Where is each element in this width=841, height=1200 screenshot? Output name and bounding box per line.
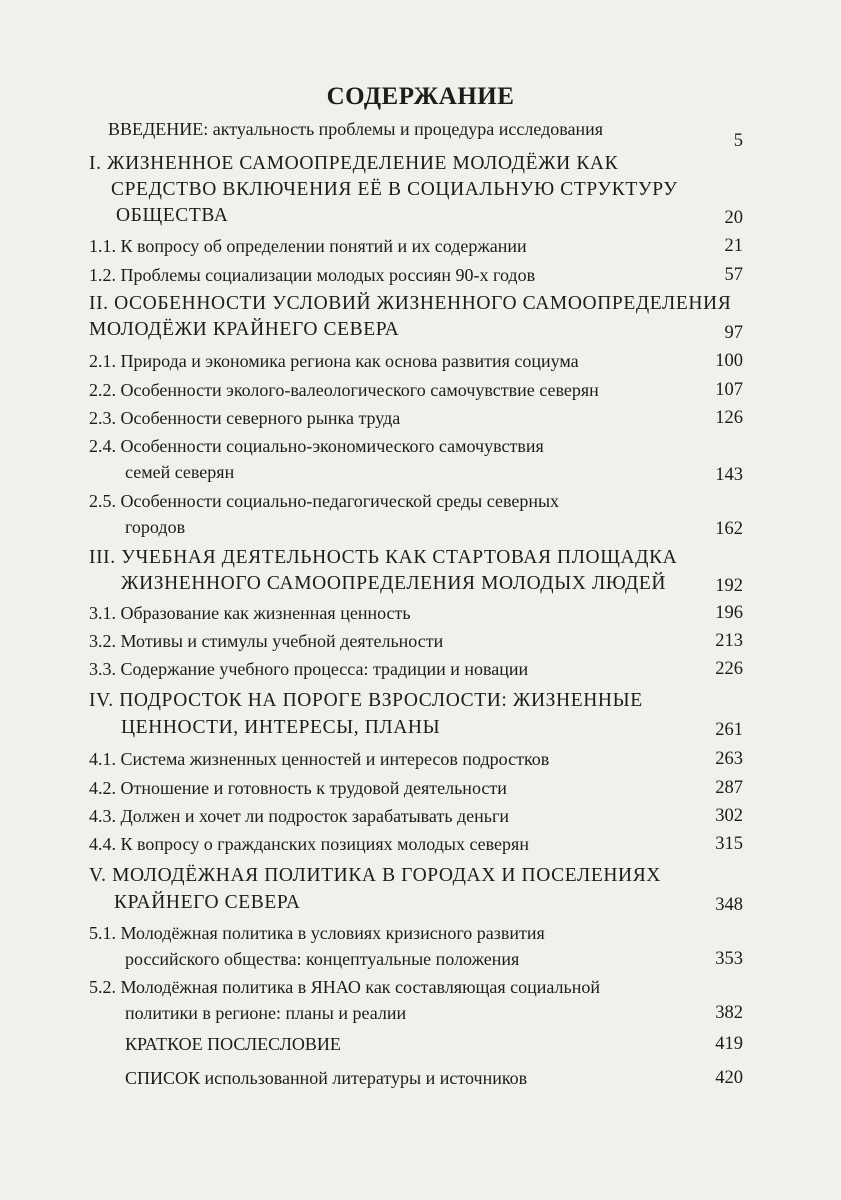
toc-entry-line: российского общества: концептуальные положения bbox=[125, 949, 520, 969]
toc-page-number: 126 bbox=[715, 408, 743, 428]
toc-chapter-line: СРЕДСТВО ВКЛЮЧЕНИЯ ЕЁ В СОЦИАЛЬНУЮ СТРУКТУРУ bbox=[111, 179, 678, 200]
toc-page-number: 192 bbox=[715, 576, 743, 596]
toc-chapter-line: МОЛОДЁЖИ КРАЙНЕГО СЕВЕРА bbox=[89, 319, 400, 340]
toc-page-number: 302 bbox=[715, 806, 743, 826]
toc-page-number: 263 bbox=[715, 749, 743, 769]
toc-chapter-line: ОБЩЕСТВА bbox=[116, 205, 229, 226]
toc-page-number: 57 bbox=[724, 265, 743, 285]
toc-chapter-line: II. ОСОБЕННОСТИ УСЛОВИЙ ЖИЗНЕННОГО САМООПРЕДЕЛЕНИЯ bbox=[89, 293, 732, 314]
toc-page-number: 226 bbox=[715, 659, 743, 679]
toc-entry-line: 2.1. Природа и экономика региона как основа развития социума bbox=[89, 351, 579, 371]
toc-entry-line: 3.2. Мотивы и стимулы учебной деятельности bbox=[89, 631, 444, 651]
toc-entry-line: политики в регионе: планы и реалии bbox=[125, 1003, 407, 1023]
toc-page-number: 100 bbox=[715, 351, 743, 371]
toc-entry-line: 2.4. Особенности социально-экономического самочувствия bbox=[89, 436, 544, 456]
toc-entry-line: ВВЕДЕНИЕ: актуальность проблемы и процедура исследования bbox=[108, 119, 604, 139]
toc-entry-line: 4.2. Отношение и готовность к трудовой деятельности bbox=[89, 778, 507, 798]
toc-page-number: 196 bbox=[715, 603, 743, 623]
toc-page-number: 261 bbox=[715, 720, 743, 740]
toc-chapter-line: ЖИЗНЕННОГО САМООПРЕДЕЛЕНИЯ МОЛОДЫХ ЛЮДЕЙ bbox=[121, 573, 667, 594]
toc-page-number: 20 bbox=[724, 208, 743, 228]
toc-page-number: 420 bbox=[715, 1068, 743, 1088]
toc-entry-line: 1.2. Проблемы социализации молодых россиян 90-х годов bbox=[89, 265, 536, 285]
toc-entry-line: 5.1. Молодёжная политика в условиях кризисного развития bbox=[89, 923, 545, 943]
toc-page-number: 21 bbox=[724, 236, 743, 256]
toc-page-number: 5 bbox=[733, 131, 743, 151]
toc-entry-line: семей северян bbox=[125, 462, 235, 482]
page-title: СОДЕРЖАНИЕ bbox=[326, 83, 515, 110]
toc-entry-line: 2.3. Особенности северного рынка труда bbox=[89, 408, 401, 428]
toc-page-number: 382 bbox=[715, 1003, 743, 1023]
toc-page-number: 143 bbox=[715, 465, 743, 485]
toc-entry-line: 1.1. К вопросу об определении понятий и их содержании bbox=[89, 236, 527, 256]
toc-entry-line: 5.2. Молодёжная политика в ЯНАО как составляющая социальной bbox=[89, 977, 601, 997]
toc-chapter-line: IV. ПОДРОСТОК НА ПОРОГЕ ВЗРОСЛОСТИ: ЖИЗНЕННЫЕ bbox=[89, 690, 643, 711]
toc-entry-line: 4.4. К вопросу о гражданских позициях молодых северян bbox=[89, 834, 529, 854]
toc-page-number: 315 bbox=[715, 834, 743, 854]
toc-page-number: 353 bbox=[715, 949, 743, 969]
toc-chapter-line: III. УЧЕБНАЯ ДЕЯТЕЛЬНОСТЬ КАК СТАРТОВАЯ ПЛОЩАДКА bbox=[89, 547, 678, 568]
toc-page-number: 213 bbox=[715, 631, 743, 651]
toc-entry-line: 3.1. Образование как жизненная ценность bbox=[89, 603, 411, 623]
toc-entry-line: 3.3. Содержание учебного процесса: традиции и новации bbox=[89, 659, 529, 679]
toc-entry-line: 2.5. Особенности социально-педагогической среды северных bbox=[89, 491, 560, 511]
toc-page-number: 97 bbox=[724, 323, 743, 343]
toc-entry-line: 4.3. Должен и хочет ли подросток зарабатывать деньги bbox=[89, 806, 510, 826]
toc-page-number: 107 bbox=[715, 380, 743, 400]
toc-chapter-line: ЦЕННОСТИ, ИНТЕРЕСЫ, ПЛАНЫ bbox=[121, 717, 441, 738]
toc-page-number: 162 bbox=[715, 519, 743, 539]
toc-page-number: 348 bbox=[715, 895, 743, 915]
toc-entry-line: СПИСОК использованной литературы и источников bbox=[125, 1068, 528, 1088]
toc-page-number: 287 bbox=[715, 778, 743, 798]
toc-page-number: 419 bbox=[715, 1034, 743, 1054]
toc-entry-line: КРАТКОЕ ПОСЛЕСЛОВИЕ bbox=[125, 1034, 341, 1054]
toc-entry-line: 4.1. Система жизненных ценностей и интересов подростков bbox=[89, 749, 550, 769]
toc-chapter-line: I. ЖИЗНЕННОЕ САМООПРЕДЕЛЕНИЕ МОЛОДЁЖИ КАК bbox=[89, 153, 619, 174]
toc-chapter-line: V. МОЛОДЁЖНАЯ ПОЛИТИКА В ГОРОДАХ И ПОСЕЛЕНИЯХ bbox=[89, 865, 661, 886]
toc-entry-line: городов bbox=[125, 517, 186, 537]
toc-chapter-line: КРАЙНЕГО СЕВЕРА bbox=[114, 892, 301, 913]
toc-entry-line: 2.2. Особенности эколого-валеологического самочувствие северян bbox=[89, 380, 599, 400]
